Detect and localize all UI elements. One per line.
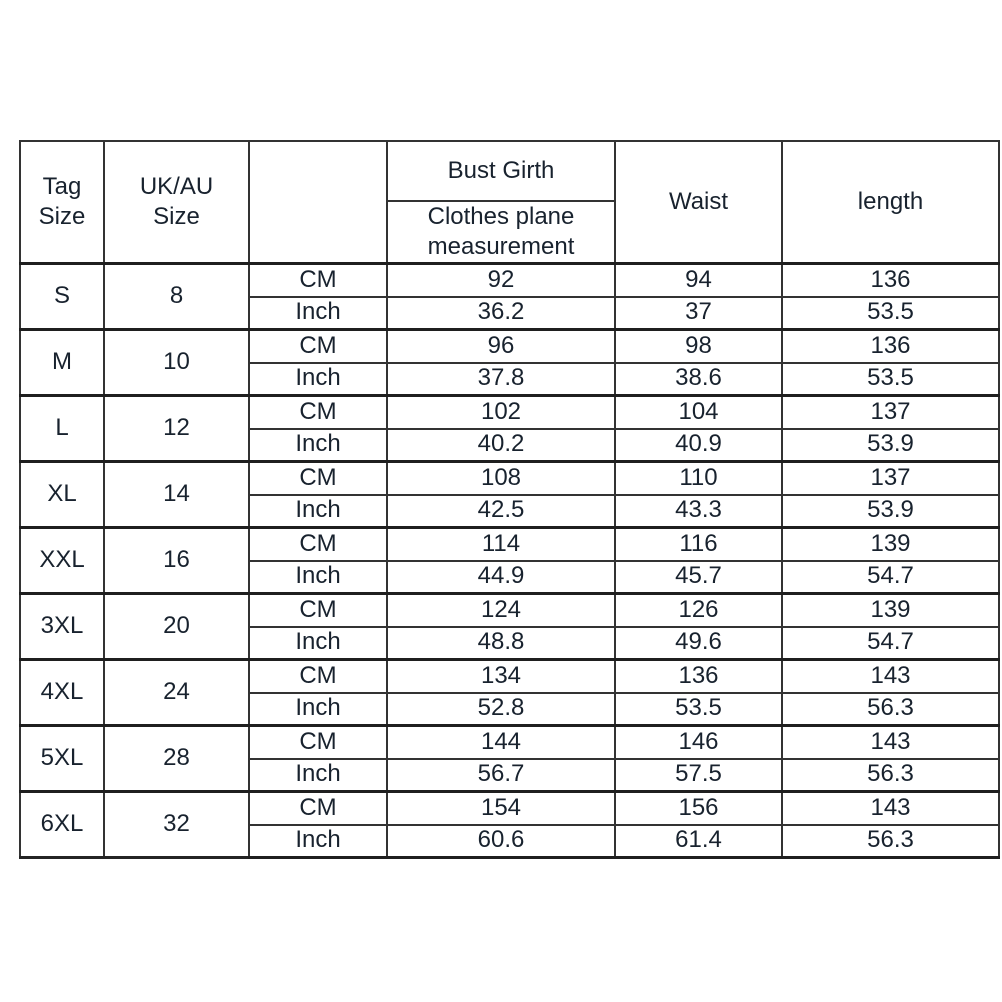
bust-inch-cell: 56.7 [387,759,615,792]
length-inch-cell: 54.7 [782,561,999,594]
header-ukau-size-line2: Size [153,203,200,230]
unit-inch-cell: Inch [249,759,387,792]
waist-cm-cell: 94 [615,264,782,297]
size-row-cm [20,264,999,297]
bust-inch-cell: 37.8 [387,363,615,396]
table-header [20,141,999,264]
bust-cm-cell: 154 [387,792,615,825]
length-inch-cell: 53.9 [782,495,999,528]
unit-cm-cell: CM [249,528,387,561]
unit-cm-cell: CM [249,396,387,429]
length-cm-cell: 136 [782,330,999,363]
unit-cm-cell: CM [249,594,387,627]
table-body [20,264,999,858]
length-inch-cell: 54.7 [782,627,999,660]
length-inch-cell: 53.5 [782,297,999,330]
ukau-size-cell: 16 [104,528,249,594]
bust-inch-cell: 42.5 [387,495,615,528]
waist-cm-cell: 156 [615,792,782,825]
header-bust-sub-line1: Clothes plane [427,203,575,230]
length-inch-cell: 53.5 [782,363,999,396]
bust-cm-cell: 144 [387,726,615,759]
tag-size-cell: M [20,330,104,396]
ukau-size-cell: 28 [104,726,249,792]
bust-cm-cell: 102 [387,396,615,429]
ukau-size-cell: 10 [104,330,249,396]
bust-cm-cell: 92 [387,264,615,297]
bust-inch-cell: 52.8 [387,693,615,726]
ukau-size-cell: 8 [104,264,249,330]
waist-cm-cell: 110 [615,462,782,495]
ukau-size-cell: 32 [104,792,249,858]
header-ukau-size [104,141,249,264]
size-row-cm [20,396,999,429]
waist-inch-cell: 40.9 [615,429,782,462]
header-waist: Waist [615,141,782,264]
ukau-size-cell: 14 [104,462,249,528]
waist-inch-cell: 38.6 [615,363,782,396]
length-cm-cell: 143 [782,660,999,693]
unit-inch-cell: Inch [249,627,387,660]
length-cm-cell: 143 [782,792,999,825]
header-bust-girth-sub [387,201,615,264]
bust-inch-cell: 36.2 [387,297,615,330]
size-row-cm [20,726,999,759]
bust-cm-cell: 108 [387,462,615,495]
header-bust-girth: Bust Girth [387,141,615,201]
bust-cm-cell: 114 [387,528,615,561]
unit-inch-cell: Inch [249,825,387,858]
length-cm-cell: 137 [782,396,999,429]
size-chart-table [19,140,1000,859]
unit-cm-cell: CM [249,792,387,825]
tag-size-cell: 4XL [20,660,104,726]
header-tag-size-line2: Size [38,203,86,230]
ukau-size-cell: 24 [104,660,249,726]
tag-size-cell: XL [20,462,104,528]
tag-size-cell: L [20,396,104,462]
bust-cm-cell: 124 [387,594,615,627]
waist-inch-cell: 43.3 [615,495,782,528]
unit-inch-cell: Inch [249,561,387,594]
header-ukau-size-line1: UK/AU [139,173,214,200]
tag-size-cell: 5XL [20,726,104,792]
waist-cm-cell: 116 [615,528,782,561]
header-tag-size-line1: Tag [42,173,82,200]
bust-cm-cell: 134 [387,660,615,693]
waist-cm-cell: 146 [615,726,782,759]
length-inch-cell: 53.9 [782,429,999,462]
unit-inch-cell: Inch [249,297,387,330]
header-unit-blank [249,141,387,264]
tag-size-cell: S [20,264,104,330]
waist-inch-cell: 49.6 [615,627,782,660]
unit-inch-cell: Inch [249,363,387,396]
unit-inch-cell: Inch [249,495,387,528]
waist-cm-cell: 104 [615,396,782,429]
ukau-size-cell: 12 [104,396,249,462]
waist-inch-cell: 53.5 [615,693,782,726]
unit-cm-cell: CM [249,726,387,759]
unit-inch-cell: Inch [249,693,387,726]
unit-cm-cell: CM [249,330,387,363]
length-cm-cell: 139 [782,528,999,561]
tag-size-cell: XXL [20,528,104,594]
unit-inch-cell: Inch [249,429,387,462]
unit-cm-cell: CM [249,264,387,297]
header-tag-size [20,141,104,264]
header-bust-sub-line2: measurement [427,233,575,260]
length-cm-cell: 143 [782,726,999,759]
unit-cm-cell: CM [249,660,387,693]
size-row-cm [20,660,999,693]
size-row-cm [20,330,999,363]
waist-inch-cell: 61.4 [615,825,782,858]
length-inch-cell: 56.3 [782,693,999,726]
length-cm-cell: 137 [782,462,999,495]
size-row-cm [20,528,999,561]
size-row-cm [20,792,999,825]
tag-size-cell: 3XL [20,594,104,660]
waist-inch-cell: 45.7 [615,561,782,594]
length-cm-cell: 136 [782,264,999,297]
bust-inch-cell: 48.8 [387,627,615,660]
length-cm-cell: 139 [782,594,999,627]
waist-inch-cell: 37 [615,297,782,330]
size-row-cm [20,462,999,495]
waist-cm-cell: 126 [615,594,782,627]
waist-cm-cell: 98 [615,330,782,363]
bust-inch-cell: 44.9 [387,561,615,594]
unit-cm-cell: CM [249,462,387,495]
tag-size-cell: 6XL [20,792,104,858]
bust-inch-cell: 40.2 [387,429,615,462]
length-inch-cell: 56.3 [782,759,999,792]
bust-cm-cell: 96 [387,330,615,363]
header-length: length [782,141,999,264]
length-inch-cell: 56.3 [782,825,999,858]
waist-cm-cell: 136 [615,660,782,693]
waist-inch-cell: 57.5 [615,759,782,792]
ukau-size-cell: 20 [104,594,249,660]
size-row-cm [20,594,999,627]
bust-inch-cell: 60.6 [387,825,615,858]
